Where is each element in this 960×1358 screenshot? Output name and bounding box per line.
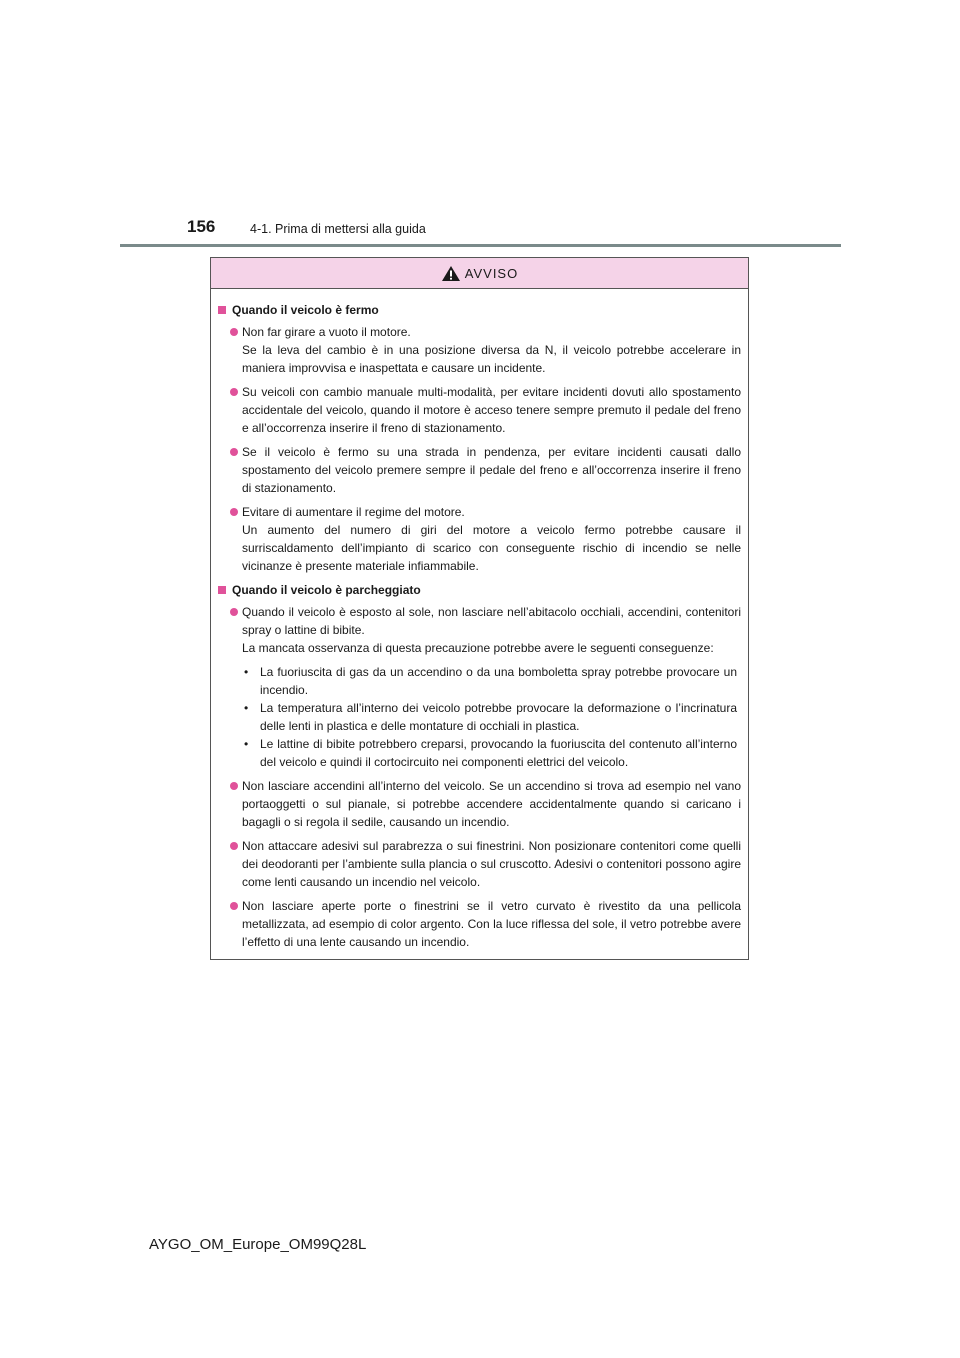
- page-number: 156: [187, 217, 216, 236]
- round-bullet-icon: [230, 842, 238, 850]
- list-item: [218, 503, 741, 575]
- round-bullet-icon: [230, 782, 238, 790]
- warning-header: [211, 258, 748, 289]
- sub-list-item: [242, 663, 741, 699]
- document-code: AYGO_OM_Europe_OM99Q28L: [149, 1236, 367, 1253]
- sub-list-text: La temperatura all’interno dei veicolo potrebbe provocare la deformazione o l’incrinatura delle lenti in plastica e delle montature di occhiali in plastica.: [260, 701, 737, 733]
- list-item: [218, 443, 741, 497]
- item-paragraph: Quando il veicolo è esposto al sole, non lasciare nell’abitacolo occhiali, accendini, contenitori spray o lattine di bibite.: [242, 605, 741, 637]
- sub-list: [242, 663, 741, 771]
- item-paragraph: Se il veicolo è fermo su una strada in pendenza, per evitare incidenti causati dallo spostamento del veicolo premere sempre il pedale del freno e all’occorrenza inserire il freno di stazionamento.: [242, 445, 741, 495]
- round-bullet-icon: [230, 388, 238, 396]
- item-paragraph: Non attaccare adesivi sul parabrezza o sui finestrini. Non posizionare contenitori come quelli dei deodoranti per l’ambiente sulla plancia o sul cruscotto. Adesivi o contenitori possono agire come lenti causando un incendio nel veicolo.: [242, 839, 741, 889]
- list-item: [218, 777, 741, 831]
- warning-box: [210, 257, 749, 960]
- list-item: [218, 603, 741, 771]
- section-heading: [218, 581, 741, 599]
- warning-title: AVVISO: [464, 265, 519, 281]
- dot-bullet-icon: •: [244, 737, 249, 751]
- warning-body: [211, 289, 748, 951]
- list-item: [218, 383, 741, 437]
- list-item: [218, 897, 741, 951]
- item-paragraph: Su veicoli con cambio manuale multi-modalità, per evitare incidenti dovuti allo spostamento accidentale del veicolo, quando il motore è acceso tenere sempre premuto il pedale del freno e all’occorrenza inserire il freno di stazionamento.: [242, 385, 741, 435]
- sub-list-text: Le lattine di bibite potrebbero creparsi, provocando la fuoriuscita del contenuto all’interno del veicolo e quindi il cortocircuito nei componenti elettrici del veicolo.: [260, 737, 737, 769]
- section-title: 4-1. Prima di mettersi alla guida: [250, 222, 426, 236]
- item-paragraph: Non lasciare accendini all’interno del veicolo. Se un accendino si trova ad esempio nel vano portaoggetti o sul pianale, si potrebbe accendere accidentalmente quando si caricano i bagagli o si regola il sedile, causando un incendio.: [242, 779, 741, 829]
- sub-list-text: La fuoriuscita di gas da un accendino o da una bomboletta spray potrebbe provocare un incendio.: [260, 665, 737, 697]
- section-heading: [218, 301, 741, 319]
- header-divider: [120, 244, 841, 247]
- round-bullet-icon: [230, 608, 238, 616]
- square-bullet-icon: [218, 306, 226, 314]
- warning-triangle-icon: [441, 265, 461, 282]
- dot-bullet-icon: •: [244, 701, 249, 715]
- square-bullet-icon: [218, 586, 226, 594]
- item-paragraph: Evitare di aumentare il regime del motore.: [242, 505, 465, 519]
- section-heading-text: Quando il veicolo è fermo: [232, 303, 379, 317]
- dot-bullet-icon: •: [244, 665, 249, 679]
- round-bullet-icon: [230, 448, 238, 456]
- round-bullet-icon: [230, 902, 238, 910]
- section-heading-text: Quando il veicolo è parcheggiato: [232, 583, 421, 597]
- sub-list-item: [242, 735, 741, 771]
- round-bullet-icon: [230, 328, 238, 336]
- round-bullet-icon: [230, 508, 238, 516]
- item-paragraph: Un aumento del numero di giri del motore a veicolo fermo potrebbe causare il surriscaldamento dell’impianto di scarico con conseguente rischio di incendio se nelle vicinanze è presente materiale infiammabile.: [242, 523, 741, 573]
- item-paragraph: Non far girare a vuoto il motore.: [242, 325, 411, 339]
- list-item: [218, 323, 741, 377]
- item-paragraph: Se la leva del cambio è in una posizione diversa da N, il veicolo potrebbe accelerare in maniera improvvisa e inaspettata e causare un incidente.: [242, 343, 741, 375]
- list-item: [218, 837, 741, 891]
- item-paragraph: La mancata osservanza di questa precauzione potrebbe avere le seguenti conseguenze:: [242, 641, 714, 655]
- item-paragraph: Non lasciare aperte porte o finestrini se il vetro curvato è rivestito da una pellicola metallizzata, ad esempio di color argento. Con la luce riflessa del sole, il vetro potrebbe avere l’effetto di una lente causando un incendio.: [242, 899, 741, 949]
- sub-list-item: [242, 699, 741, 735]
